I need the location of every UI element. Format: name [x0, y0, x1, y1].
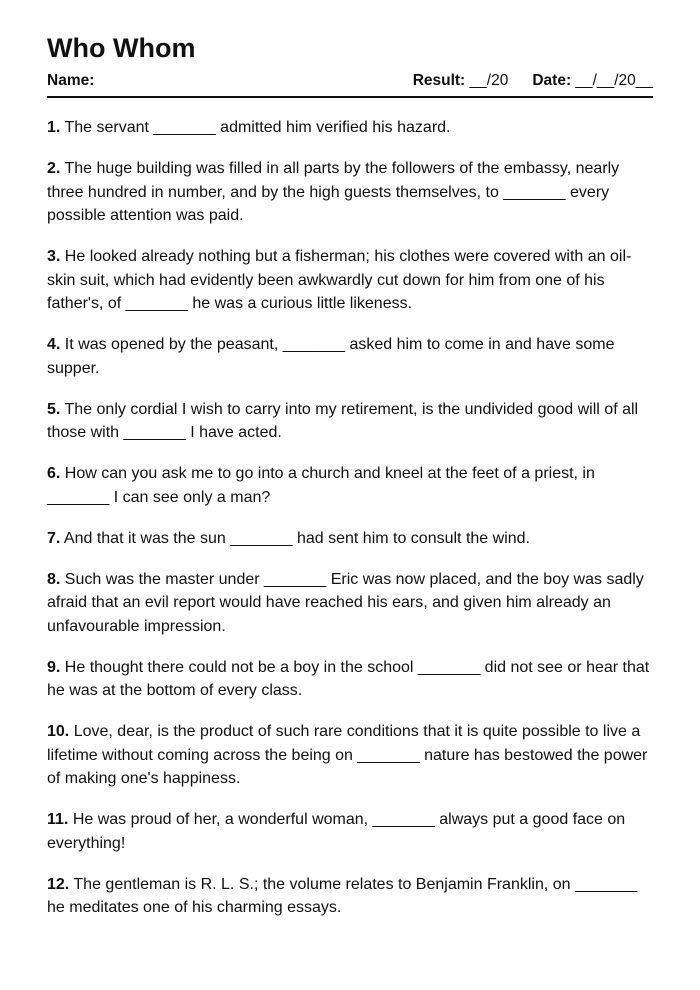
question-item — [47, 568, 653, 639]
question-item — [47, 808, 653, 855]
question-text: He looked already nothing but a fisherman; his clothes were covered with an oil-skin suit, which had evidently been awkwardly cut down for him from one of his father's, of _______ he was a curious little likeness. — [47, 248, 632, 312]
question-text: How can you ask me to go into a church and kneel at the feet of a priest, in _______ I can see only a man? — [47, 465, 595, 506]
question-number: 11. — [47, 811, 69, 828]
date-field — [532, 71, 653, 91]
question-item — [47, 527, 653, 551]
question-number: 5. — [47, 400, 61, 418]
question-text: It was opened by the peasant, _______ asked him to come in and have some supper. — [47, 336, 615, 377]
question-number: 7. — [47, 529, 61, 547]
question-number: 10. — [47, 723, 70, 740]
question-number: 9. — [47, 658, 61, 676]
question-number: 4. — [47, 336, 61, 353]
question-number: 1. — [47, 119, 61, 136]
question-item — [47, 720, 653, 791]
worksheet — [47, 30, 653, 937]
question-item — [47, 462, 653, 509]
question-text: The only cordial I wish to carry into my retirement, is the undivided good will of all those with _______ I have acted. — [47, 400, 639, 441]
question-text: Love, dear, is the product of such rare conditions that it is quite possible to live a lifetime without coming across the being on _______ nature has bestowed the power of making one's happiness. — [47, 723, 648, 787]
question-item — [47, 245, 653, 316]
question-text: The gentleman is R. L. S.; the volume relates to Benjamin Franklin, on _______ he meditates one of his charming essays. — [47, 875, 638, 916]
question-item — [47, 157, 653, 228]
question-number: 3. — [47, 248, 61, 265]
result-label: Result: — [412, 72, 466, 89]
question-item — [47, 116, 653, 140]
question-item — [47, 398, 653, 445]
name-label: Name: — [47, 72, 95, 89]
result-value: __/20 — [469, 72, 509, 89]
question-text: The huge building was filled in all parts by the followers of the embassy, nearly three hundred in number, and by the high guests themselves, to _______ every possible attention was paid. — [47, 160, 620, 224]
date-value: __/__/20__ — [575, 72, 653, 89]
score-date-group — [413, 71, 653, 91]
question-item — [47, 873, 653, 920]
header-fields — [47, 71, 653, 98]
question-text: The servant _______ admitted him verified his hazard. — [64, 119, 451, 136]
question-number: 6. — [47, 465, 61, 482]
question-text: He thought there could not be a boy in the school _______ did not see or hear that he was at the bottom of every class. — [47, 658, 650, 699]
page-title: Who Whom — [47, 33, 196, 63]
question-text: And that it was the sun _______ had sent him to consult the wind. — [63, 529, 530, 547]
question-number: 2. — [47, 160, 61, 177]
question-item — [47, 656, 653, 703]
date-label: Date: — [532, 72, 572, 89]
question-number: 12. — [47, 875, 70, 893]
question-list — [47, 116, 653, 920]
question-number: 8. — [47, 570, 61, 588]
question-text: He was proud of her, a wonderful woman, _______ always put a good face on everything! — [47, 811, 626, 852]
result-field — [413, 71, 509, 91]
question-item — [47, 333, 653, 380]
question-text: Such was the master under _______ Eric was now placed, and the boy was sadly afraid that an evil report would have reached his ears, and given him already an unfavourable impression. — [47, 570, 644, 635]
